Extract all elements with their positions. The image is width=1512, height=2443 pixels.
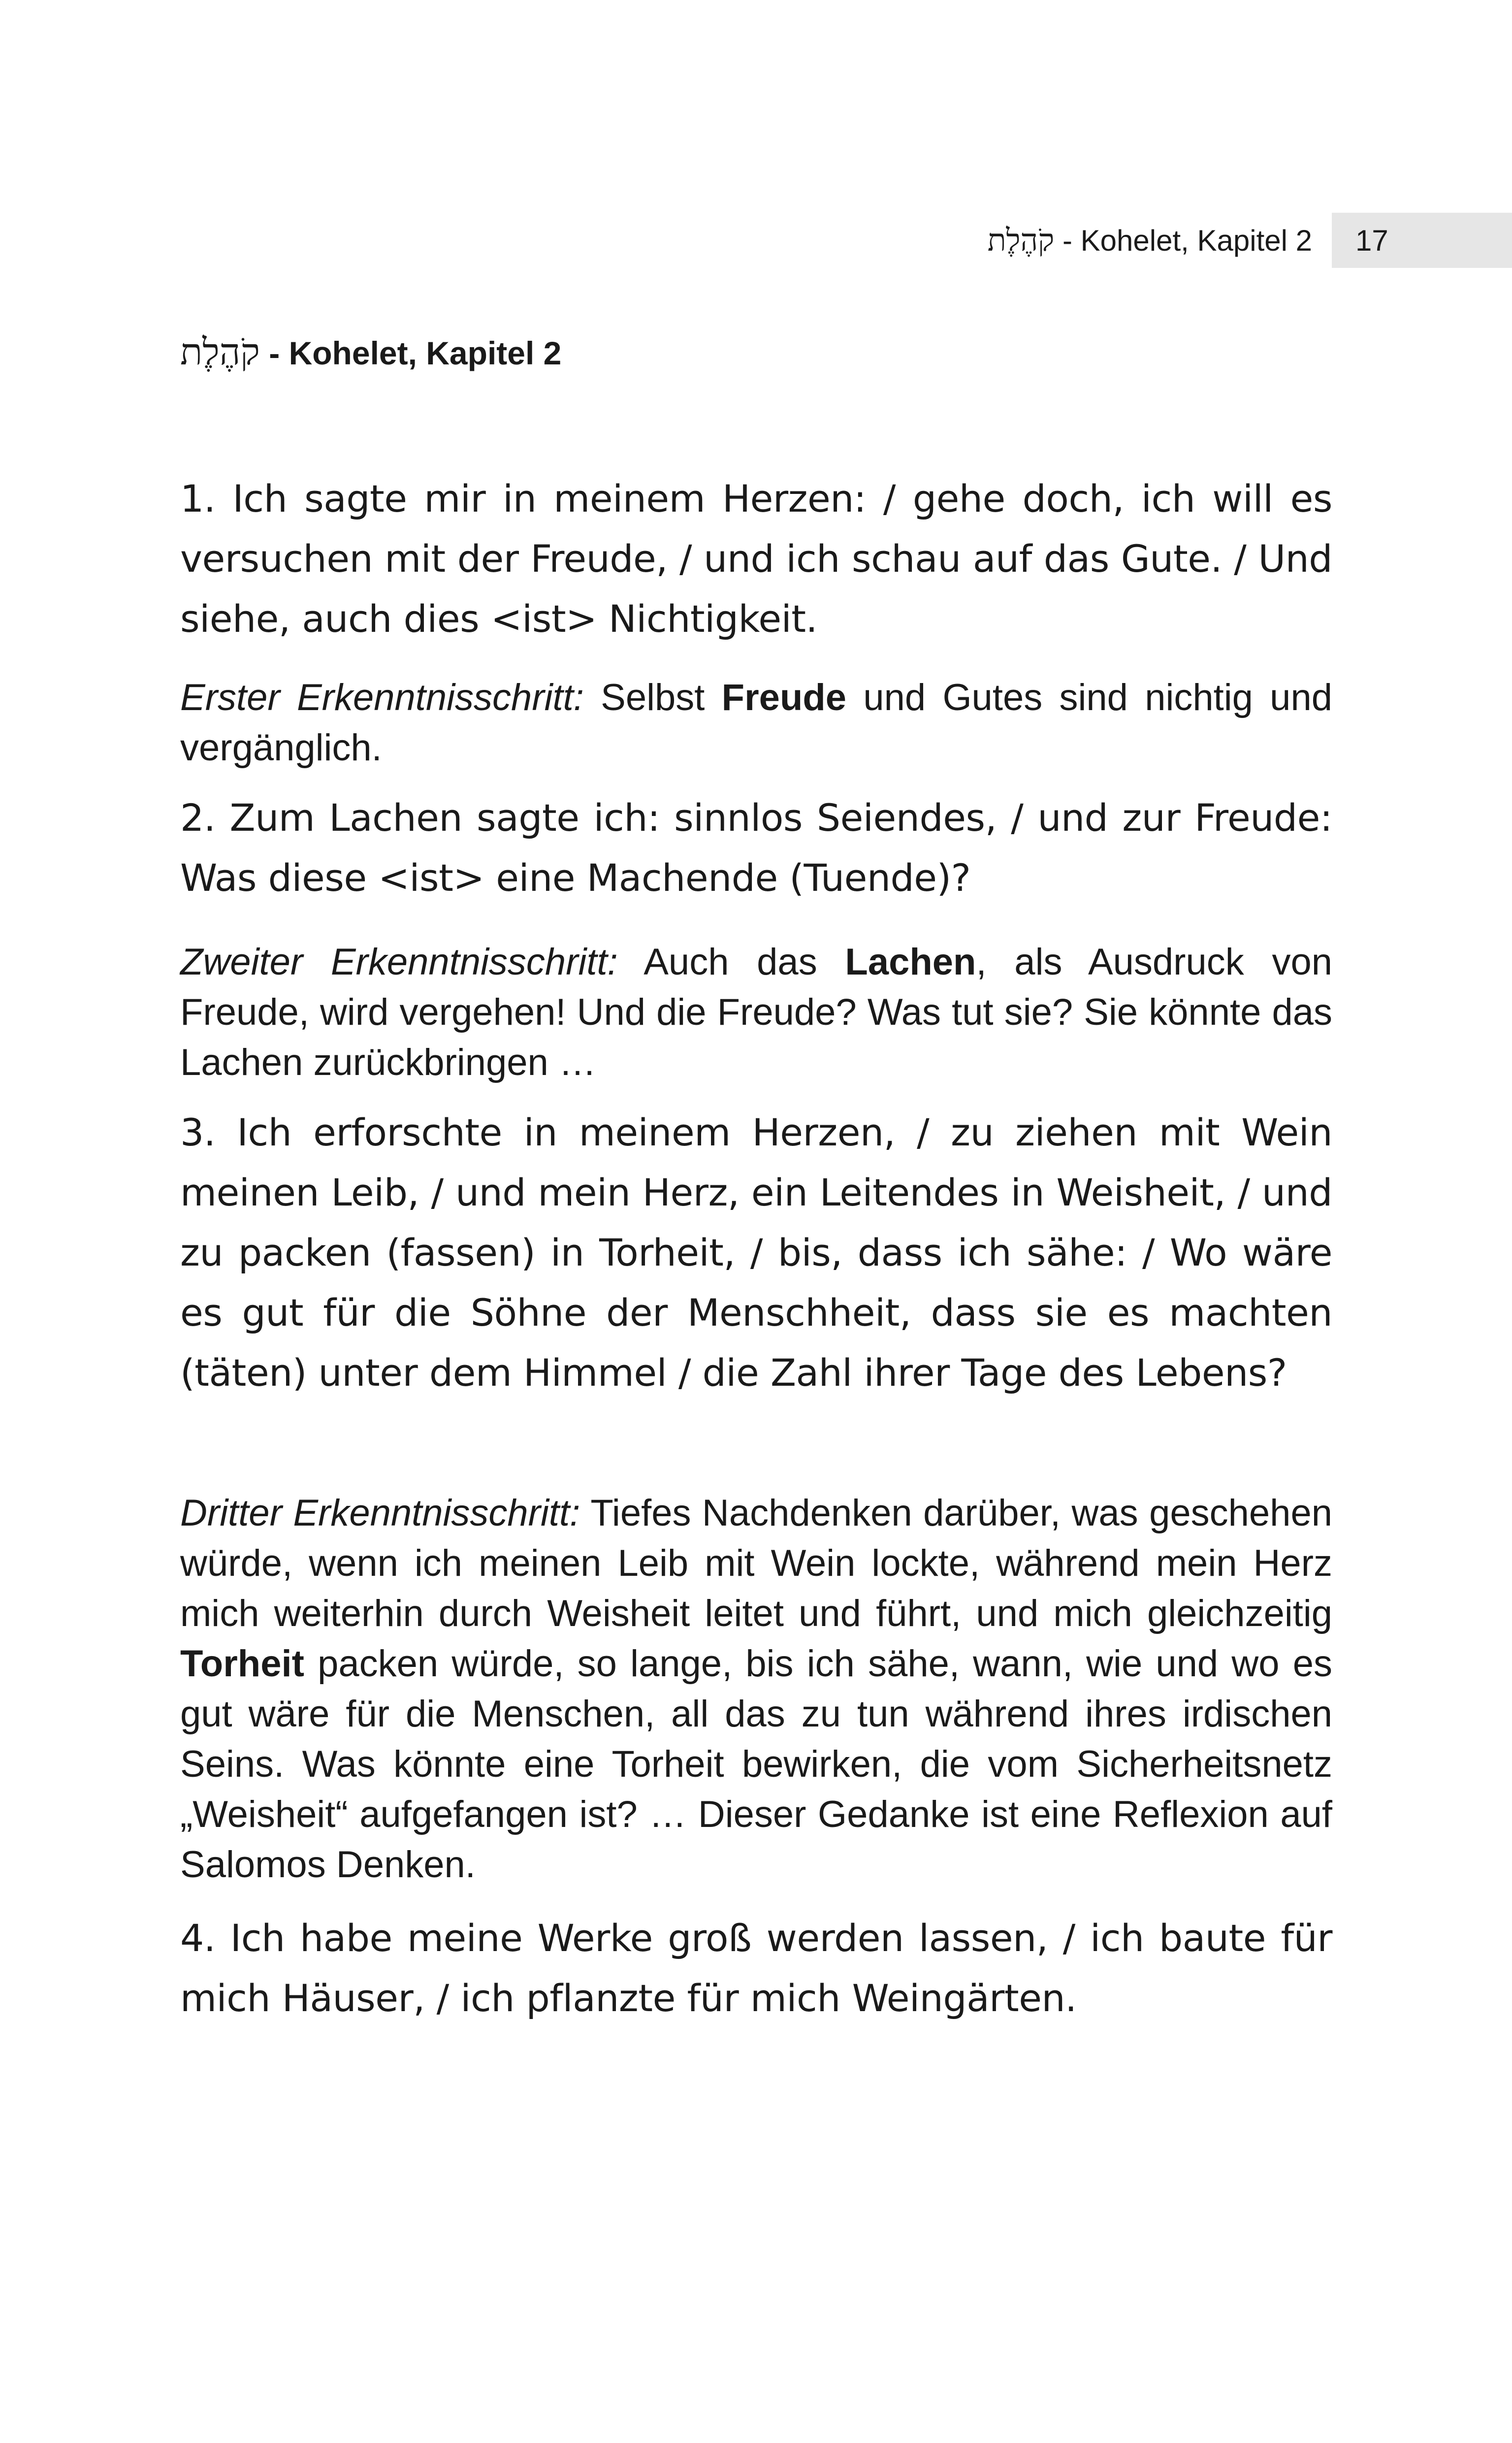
running-title-text: - Kohelet, Kapitel 2 — [1054, 224, 1312, 257]
running-title-hebrew: קֹהֶלֶת — [987, 222, 1055, 258]
commentary-keyword: Lachen — [845, 941, 976, 983]
chapter-heading — [180, 331, 561, 374]
commentary-text: Tiefes Nachdenken darüber, was geschehen würde, wenn ich meinen Leib mit Wein lockte, während mein Herz mich weiterhin durch Weisheit leitet und führt, und mich gleichzeitig — [180, 1492, 1332, 1634]
verse-1: 1. Ich sagte mir in meinem Herzen: / gehe doch, ich will es versuchen mit der Freude, / und ich schau auf das Gute. / Und siehe, auch dies <ist> Nichtigkeit. — [180, 477, 1332, 641]
commentary-text: Auch das — [617, 941, 845, 983]
commentary-label: Dritter Erkenntnisschritt: — [180, 1492, 580, 1534]
running-head — [988, 213, 1512, 268]
commentary-text: Selbst — [583, 677, 722, 718]
commentary-label: Erster Erkenntnisschritt: — [180, 677, 584, 718]
verse-2: 2. Zum Lachen sagte ich: sinnlos Seiendes, / und zur Freude: Was diese <ist> eine Machende (Tuende)? — [180, 796, 1332, 900]
commentary-1 — [180, 673, 1332, 773]
commentary-keyword: Freude — [721, 677, 847, 718]
chapter-heading-text: - Kohelet, Kapitel 2 — [259, 335, 562, 371]
page-number: 17 — [1332, 213, 1512, 268]
running-title — [988, 222, 1332, 259]
commentary-text: , als Ausdruck von Freude, wird vergehen! Und die Freude? Was tut sie? Sie könnte das Lachen zurückbringen … — [180, 941, 1332, 1083]
commentary-2 — [180, 937, 1332, 1088]
commentary-keyword: Torheit — [180, 1643, 304, 1685]
commentary-text: packen würde, so lange, bis ich sähe, wann, wie und wo es gut wäre für die Menschen, all das zu tun während ihres irdischen Seins. Was könnte eine Torheit bewirken, die vom Sicherheitsnetz „Weisheit“ aufgefangen ist? … Dieser Gedanke ist eine Reflexion auf Salomos Denken. — [180, 1643, 1332, 1886]
commentary-text: und Gutes sind nichtig und vergänglich. — [180, 677, 1332, 769]
chapter-heading-hebrew: קֹהֶלֶת — [180, 331, 260, 373]
verse-4: 4. Ich habe meine Werke groß werden lassen, / ich baute für mich Häuser, / ich pflanzte für mich Weingärten. — [180, 1916, 1332, 2020]
verse-3: 3. Ich erforschte in meinem Herzen, / zu ziehen mit Wein meinen Leib, / und mein Herz, ein Leitendes in Weisheit, / und zu packen (fassen) in Torheit, / bis, dass ich sähe: / Wo wäre es gut für die Söhne der Menschheit, dass sie es machten (täten) unter dem Himmel / die Zahl ihrer Tage des Lebens? — [180, 1110, 1332, 1395]
commentary-3 — [180, 1488, 1332, 1890]
commentary-label: Zweiter Erkenntnisschritt: — [180, 941, 618, 983]
